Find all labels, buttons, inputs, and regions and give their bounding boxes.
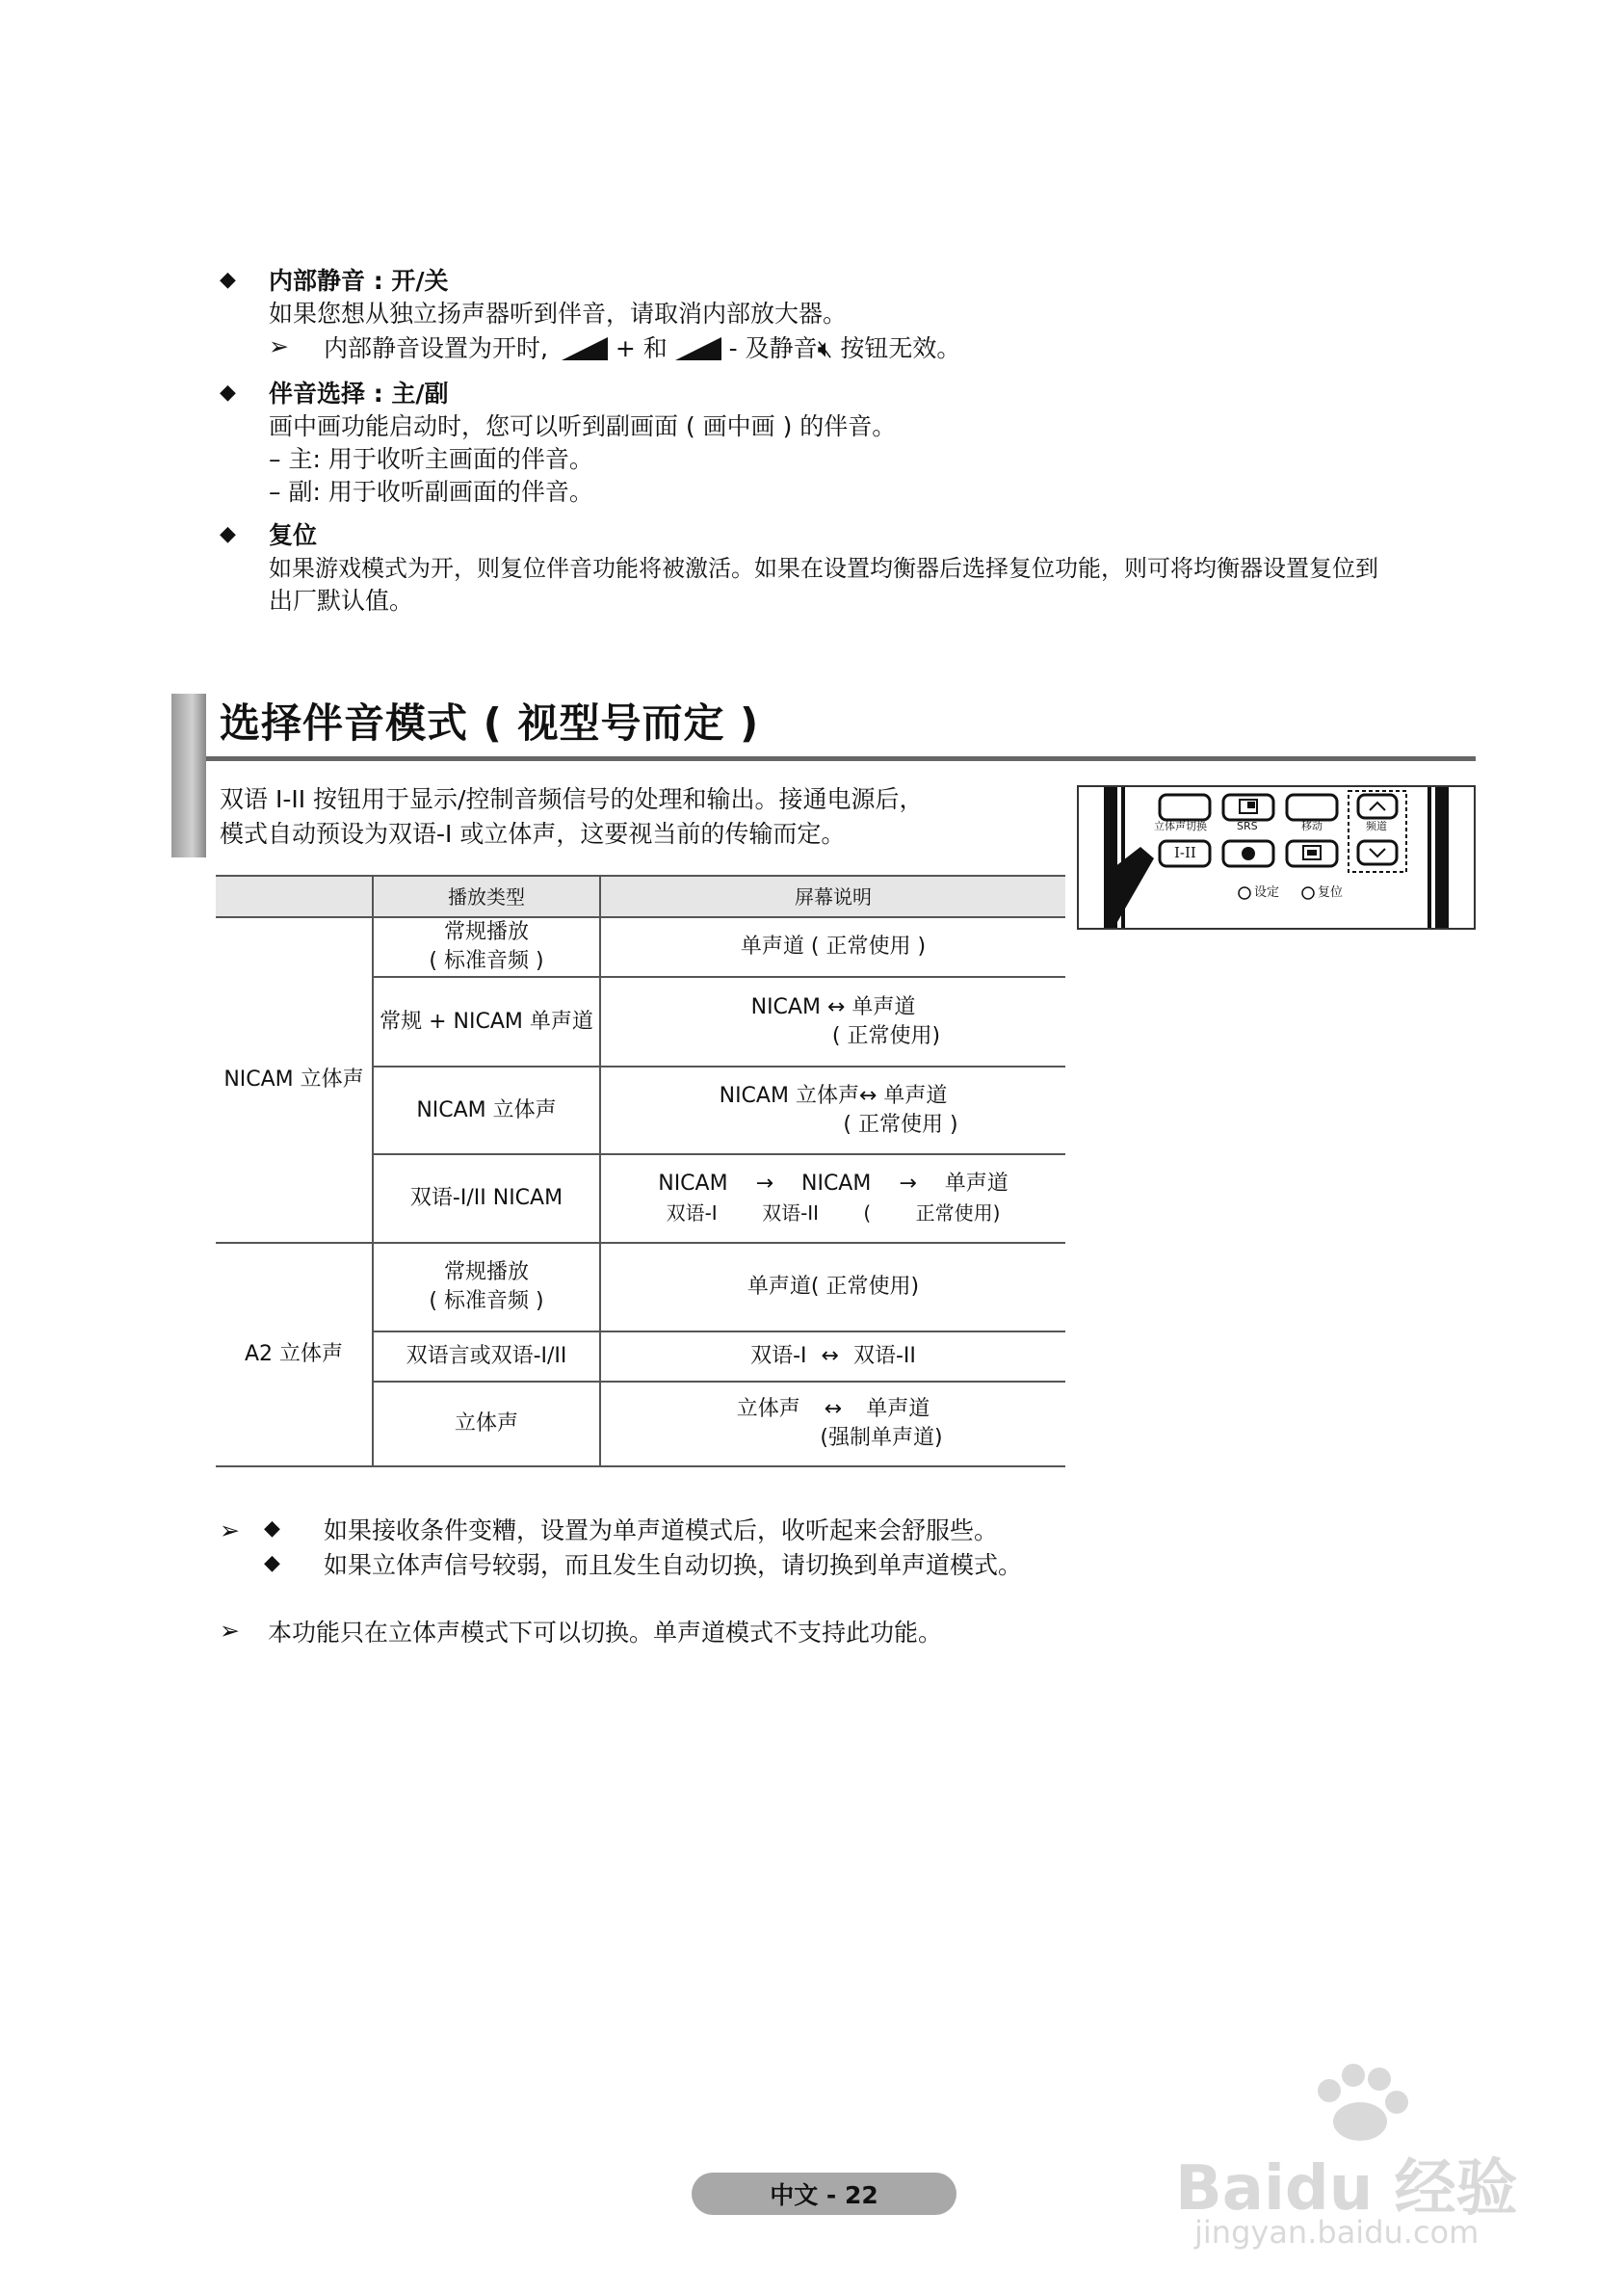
remote-illustration: [1077, 785, 1476, 930]
bullet-icon: ◆: [264, 1551, 280, 1575]
table-cell-desc: [601, 978, 1065, 1066]
cell-line: 双语-I/II NICAM: [409, 1186, 563, 1210]
sound-select-desc: 画中画功能启动时，您可以听到副画面 ( 画中画 ) 的伴音。: [269, 412, 897, 440]
volume-ramp-icon: [562, 337, 608, 360]
title-underline: [206, 756, 1476, 761]
table-group-nicam: NICAM 立体声: [223, 1067, 364, 1092]
cell-line: 常规 + NICAM 单声道: [380, 1009, 593, 1034]
watermark-url: jingyan.baidu.com: [1194, 2214, 1480, 2251]
remote-svg: [1079, 787, 1474, 928]
watermark-brand: Baidu 经验: [1175, 2153, 1518, 2225]
table-cell-desc: [601, 1067, 1065, 1153]
remote-button-text-I-II: I-II: [1174, 844, 1196, 861]
table-cell-desc: [601, 918, 1065, 976]
table-cell-type: [374, 1383, 599, 1465]
volume-ramp-icon: [675, 337, 721, 360]
cell-line: NICAM ↔ 单声道: [750, 994, 916, 1019]
table-cell-type: [374, 978, 599, 1066]
sound-select-sub: – 副: 用于收听副画面的伴音。: [269, 478, 593, 506]
cell-line: 单声道( 正常使用): [747, 1275, 920, 1299]
sound-select-main: – 主: 用于收听主画面的伴音。: [269, 445, 593, 473]
cell-line: 双语言或双语-I/II: [406, 1344, 567, 1368]
note-arrow-icon: ➢: [220, 1516, 240, 1544]
page-number-badge: 中文 - 22: [692, 2173, 956, 2215]
note-minus: - 及静音: [728, 334, 818, 362]
mute-icon: 🔇︎: [817, 334, 833, 362]
cell-line: NICAM 立体声↔ 单声道: [719, 1083, 948, 1108]
table-header-type: 播放类型: [448, 885, 525, 909]
table-cell-type: [374, 1332, 599, 1381]
section-title: 选择伴音模式 ( 视型号而定 ): [220, 699, 760, 747]
intro-line1: 双语 I-II 按钮用于显示/控制音频信号的处理和输出。接通电源后，: [220, 785, 924, 813]
remote-legend-set: 设定: [1254, 885, 1280, 900]
cell-line: NICAM → NICAM → 单声道: [658, 1172, 1008, 1196]
table-cell-desc: [601, 1383, 1065, 1465]
bullet-icon: ◆: [264, 1516, 280, 1541]
internal-mute-desc: 如果您想从独立扬声器听到伴音，请取消内部放大器。: [269, 300, 848, 328]
table-cell-type: [374, 918, 599, 976]
table-rule: [216, 1465, 1065, 1467]
note-weak-stereo: 如果立体声信号较弱，而且发生自动切换，请切换到单声道模式。: [324, 1551, 1023, 1579]
cell-line: (强制单声道): [820, 1426, 943, 1450]
note-arrow-icon: ➢: [220, 1617, 240, 1645]
sound-mode-table: [216, 875, 1065, 1467]
cell-line: ( 正常使用): [831, 1023, 941, 1048]
bullet-icon: ◆: [220, 522, 236, 546]
remote-label-stereo: 立体声切换: [1154, 820, 1207, 832]
cell-line: ( 标准音频 ): [429, 1289, 544, 1313]
cell-line: 双语-I 双语-II ( 正常使用): [666, 1201, 1001, 1225]
intro-line2: 模式自动预设为双语-I 或立体声，这要视当前的传输而定。: [220, 820, 846, 848]
remote-label-srs: SRS: [1237, 820, 1258, 832]
note-stereo-only: 本功能只在立体声模式下可以切换。单声道模式不支持此功能。: [268, 1619, 943, 1647]
table-cell-type: [374, 1155, 599, 1242]
bullet-icon: ◆: [220, 381, 236, 405]
reset-desc-line1: 如果游戏模式为开，则复位伴音功能将被激活。如果在设置均衡器后选择复位功能，则可将均衡器设置复位到: [269, 555, 1378, 582]
internal-mute-heading: 内部静音 : 开/关: [269, 267, 449, 295]
cell-line: 立体声 ↔ 单声道: [736, 1397, 930, 1421]
note-plus: + 和: [615, 334, 668, 362]
table-cell-desc: [601, 1155, 1065, 1242]
remote-label-channel: 频道: [1366, 820, 1387, 832]
note-weak-reception: 如果接收条件变糟，设置为单声道模式后，收听起来会舒服些。: [324, 1516, 999, 1544]
section-bar: [171, 694, 206, 857]
table-cell-type: [374, 1244, 599, 1331]
cell-line: ( 标准音频 ): [429, 949, 544, 973]
cell-line: ( 正常使用 ): [843, 1112, 958, 1137]
remote-label-move: 移动: [1301, 820, 1323, 832]
cell-line: 双语-I ↔ 双语-II: [750, 1344, 916, 1368]
cell-line: 单声道 ( 正常使用 ): [740, 935, 927, 959]
table-cell-desc: [601, 1244, 1065, 1331]
note-arrow-icon: ➢: [269, 332, 289, 360]
note-prefix: 内部静音设置为开时,: [324, 334, 548, 362]
bullet-icon: ◆: [220, 268, 236, 292]
reset-heading: 复位: [269, 521, 318, 549]
cell-line: 立体声: [454, 1411, 518, 1436]
reset-desc-line2: 出厂默认值。: [269, 587, 414, 615]
note-suffix: 按钮无效。: [840, 334, 961, 362]
cell-line: NICAM 立体声: [416, 1097, 557, 1122]
internal-mute-note: [324, 332, 960, 365]
remote-legend-reset: 复位: [1318, 885, 1344, 900]
table-cell-desc: [601, 1332, 1065, 1381]
paw-icon: [1300, 2062, 1426, 2148]
baidu-watermark-logo: [1156, 2062, 1560, 2254]
table-cell-type: [374, 1067, 599, 1153]
cell-line: 常规播放: [443, 920, 529, 944]
cell-line: 常规播放: [443, 1260, 529, 1284]
table-group-a2: A2 立体声: [244, 1342, 344, 1366]
table-header-desc: 屏幕说明: [795, 885, 872, 909]
sound-select-heading: 伴音选择 : 主/副: [269, 380, 449, 408]
